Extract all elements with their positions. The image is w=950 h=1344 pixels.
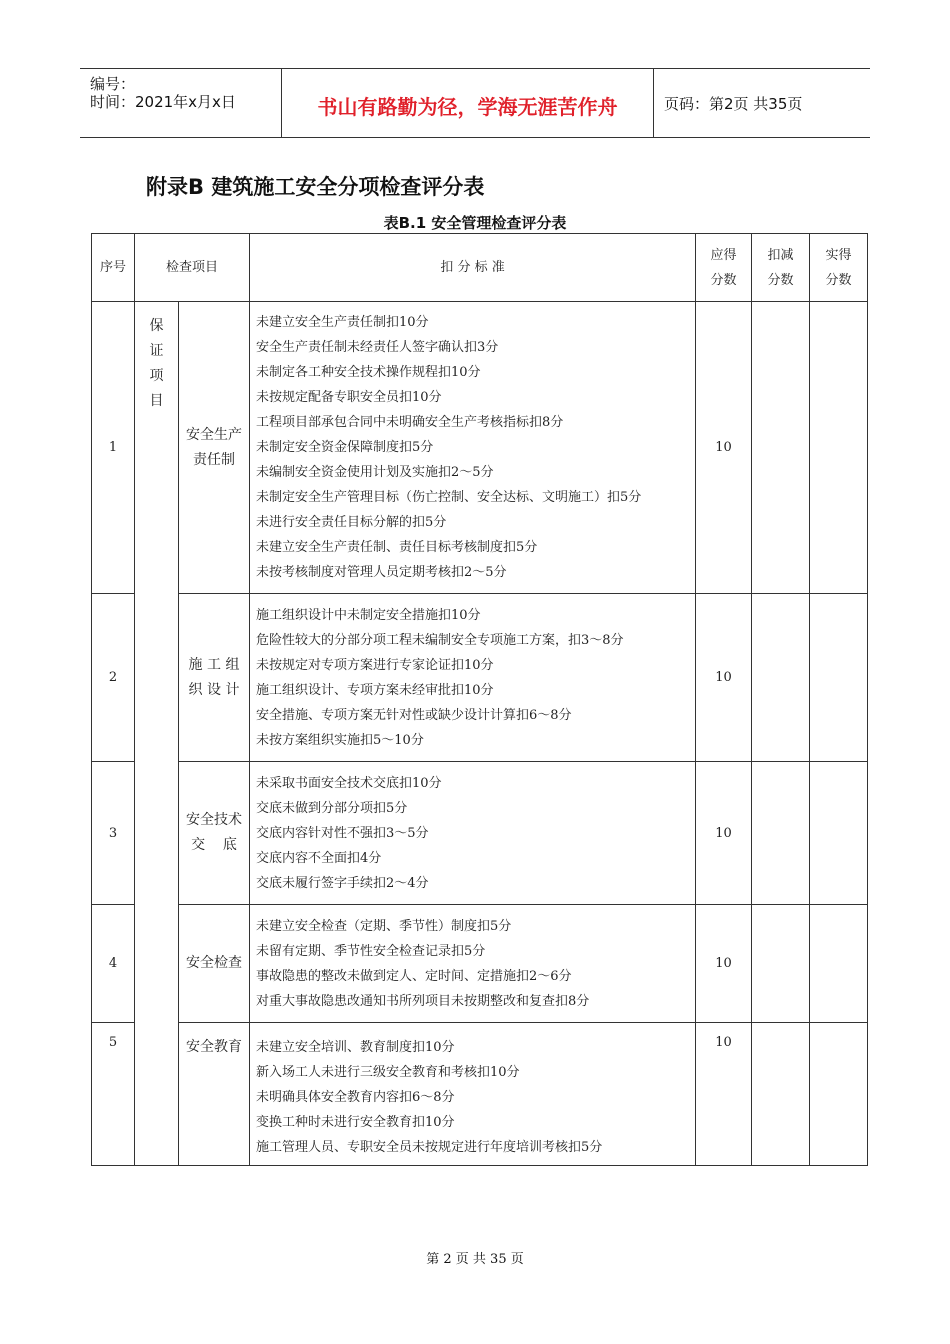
criterion: 未制定各工种安全技术操作规程扣10分 [256,365,481,380]
check-item-line: 施 工 组 [188,656,240,673]
table-row [92,594,868,762]
criterion: 未按方案组织实施扣5～10分 [256,732,424,748]
criterion: 交底未做到分部分项扣5分 [256,800,408,816]
actual-score [810,905,868,1023]
table-row [92,302,868,594]
col-header-due-score-line2: 分数 [710,272,737,288]
criterion: 交底内容不全面扣4分 [256,850,382,866]
group-label-char: 项 [149,368,164,384]
row-number: 1 [92,302,135,594]
check-item-line: 织 设 计 [188,681,240,698]
col-header-criteria: 扣 分 标 准 [250,234,696,302]
check-item [179,762,250,905]
table-header-row [92,234,868,302]
check-item-line: 安全生产 [186,426,242,443]
actual-score [810,1023,868,1166]
criterion: 未留有定期、季节性安全检查记录扣5分 [256,943,486,959]
due-score: 10 [696,905,752,1023]
row-number: 3 [92,762,135,905]
criterion: 未建立安全检查（定期、季节性）制度扣5分 [256,918,512,934]
criterion: 未制定安全资金保障制度扣5分 [256,440,434,455]
row-number: 4 [92,905,135,1023]
check-item [179,905,250,1023]
header-page-cell [654,69,870,137]
group-label-char: 证 [149,343,164,359]
page-info: 页码：第2页 共35页 [664,95,803,113]
col-header-due-score-line1: 应得 [710,247,737,263]
criterion: 未按考核制度对管理人员定期考核扣2～5分 [256,565,507,580]
criterion: 新入场工人未进行三级安全教育和考核扣10分 [256,1065,520,1080]
criterion: 危险性较大的分部分项工程未编制安全专项施工方案，扣3～8分 [256,632,624,648]
criteria-cell [250,905,696,1023]
criterion: 对重大事故隐患改通知书所列项目未按期整改和复查扣8分 [256,993,590,1009]
criterion: 安全措施、专项方案无针对性或缺少设计计算扣6～8分 [256,707,572,723]
table-row [92,1023,868,1166]
col-header-due-score [696,234,752,302]
criterion: 工程项目部承包合同中未明确安全生产考核指标扣8分 [256,415,564,430]
check-item [179,302,250,594]
check-item-line: 交 底 [191,837,237,853]
col-header-actual-line1: 实得 [825,247,852,263]
table-row [92,905,868,1023]
table-row [92,762,868,905]
criteria-cell [250,1023,696,1166]
criterion: 变换工种时未进行安全教育扣10分 [256,1115,455,1130]
page-header [80,68,870,138]
criterion: 未进行安全责任目标分解的扣5分 [256,515,447,530]
group-label [149,314,165,414]
due-score: 10 [696,762,752,905]
time-label: 时间：2021年x月x日 [90,93,236,111]
header-meta [80,69,282,137]
criterion: 未采取书面安全技术交底扣10分 [256,775,442,791]
deduct-score [752,762,810,905]
criterion: 施工管理人员、专职安全员未按规定进行年度培训考核扣5分 [256,1140,603,1155]
deduct-score [752,302,810,594]
col-header-no: 序号 [92,234,135,302]
col-header-deduct-line1: 扣减 [767,247,794,263]
appendix-title: 附录B 建筑施工安全分项检查评分表 [146,175,485,199]
deduct-score [752,905,810,1023]
header-motto-cell [282,69,654,137]
due-score: 10 [696,1023,752,1166]
table-caption: 表B.1 安全管理检查评分表 [383,214,567,232]
page-footer: 第 2 页 共 35 页 [426,1252,524,1267]
criterion: 施工组织设计、专项方案未经审批扣10分 [256,682,494,698]
criterion: 未编制安全资金使用计划及实施扣2～5分 [256,465,494,480]
number-label: 编号： [90,75,136,93]
group-label-char: 保 [149,318,164,334]
criterion: 未建立安全生产责任制扣10分 [256,315,429,330]
due-score: 10 [696,594,752,762]
due-score: 10 [696,302,752,594]
criterion: 交底内容针对性不强扣3～5分 [256,825,429,841]
deduct-score [752,1023,810,1166]
safety-management-score-table [91,233,868,1166]
criteria-cell [250,762,696,905]
deduct-score [752,594,810,762]
motto: 书山有路勤为径，学海无涯苦作舟 [317,95,618,119]
criteria-cell [250,302,696,594]
check-item-line: 责任制 [193,451,235,468]
col-header-actual-line2: 分数 [825,272,852,288]
check-item [179,1023,250,1166]
check-item [179,594,250,762]
group-label-char: 目 [149,393,164,409]
criterion: 事故隐患的整改未做到定人、定时间、定措施扣2～6分 [256,968,572,984]
criterion: 施工组织设计中未制定安全措施扣10分 [256,607,481,623]
actual-score [810,762,868,905]
row-number: 2 [92,594,135,762]
actual-score [810,594,868,762]
criterion: 安全生产责任制未经责任人签字确认扣3分 [256,340,499,355]
col-header-actual [810,234,868,302]
criterion: 未按规定对专项方案进行专家论证扣10分 [256,657,494,673]
col-header-deduct [752,234,810,302]
col-header-item: 检查项目 [135,234,250,302]
group-label-cell [135,302,179,1166]
criterion: 未建立安全培训、教育制度扣10分 [256,1040,455,1055]
criteria-cell [250,594,696,762]
criterion: 未按规定配备专职安全员扣10分 [256,390,442,405]
col-header-deduct-line2: 分数 [767,272,794,288]
criterion: 未明确具体安全教育内容扣6～8分 [256,1090,455,1105]
row-number: 5 [92,1023,135,1166]
criterion: 未制定安全生产管理目标（伤亡控制、安全达标、文明施工）扣5分 [256,490,642,505]
check-item-line: 安全技术 [186,812,242,828]
check-item-line: 安全教育 [186,1039,242,1055]
check-item-line: 安全检查 [186,955,242,971]
criterion: 交底未履行签字手续扣2～4分 [256,875,429,891]
criterion: 未建立安全生产责任制、责任目标考核制度扣5分 [256,540,538,555]
actual-score [810,302,868,594]
